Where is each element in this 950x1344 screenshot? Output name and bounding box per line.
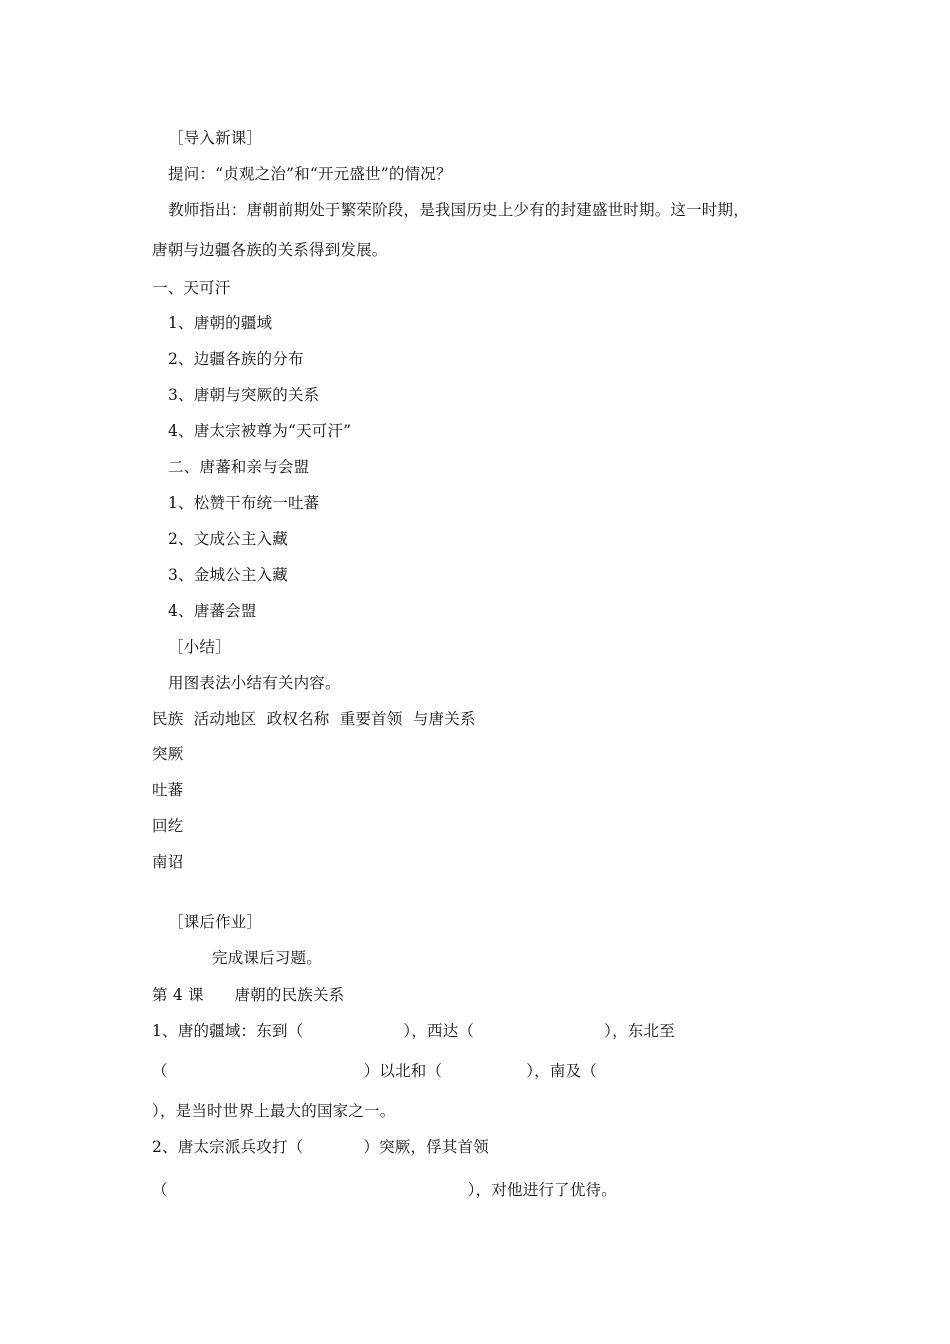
teacher-line-1: 教师指出：唐朝前期处于繁荣阶段，是我国历史上少有的封建盛世时期。这一时期， [168,201,749,219]
section1-item: 2、边疆各族的分布 [168,350,304,368]
q1-text: ），西达（ [403,1022,475,1040]
q2-text: ），对他进行了优待。 [467,1181,617,1199]
section2-item: 3、金城公主入藏 [168,566,288,584]
summary-table-row: 回纥 [152,817,184,835]
summary-table-row: 南诏 [152,853,184,871]
summary-table-row: 吐蕃 [152,781,184,799]
q2-text: 2、唐太宗派兵攻打（ [152,1138,304,1156]
q1-text: ），东北至 [604,1022,675,1040]
question-1-line-1 [152,1021,675,1041]
section2-title: 二、唐蕃和亲与会盟 [168,458,310,476]
exercise-title: 第 4 课 唐朝的民族关系 [152,986,345,1004]
q2-text: ）突厥，俘其首领 [363,1138,489,1156]
summary-table-row: 突厥 [152,745,184,763]
question-1-line-2 [152,1061,597,1081]
section1-item: 4、唐太宗被尊为“天可汗” [168,422,352,440]
section1-item: 1、唐朝的疆域 [168,314,273,332]
section2-item: 2、文成公主入藏 [168,530,288,548]
teacher-line-2: 唐朝与边疆各族的关系得到发展。 [152,241,388,259]
homework-heading: ［课后作业］ [168,913,263,931]
section2-item: 4、唐蕃会盟 [168,602,257,620]
homework-text: 完成课后习题。 [212,949,322,967]
q2-text: （ [152,1181,168,1199]
q1-text: （ [152,1062,168,1080]
summary-heading: ［小结］ [168,638,231,656]
section1-item: 3、唐朝与突厥的关系 [168,386,320,404]
q1-text: ），南及（ [526,1062,597,1080]
section1-title: 一、天可汗 [152,279,231,297]
summary-text: 用图表法小结有关内容。 [168,674,341,692]
intro-question: 提问：“贞观之治”和“开元盛世”的情况？ [168,165,452,183]
q1-text: 1、唐的疆域：东到（ [152,1022,304,1040]
section2-item: 1、松赞干布统一吐蕃 [168,494,320,512]
summary-table-header: 民族 活动地区 政权名称 重要首领 与唐关系 [152,710,476,728]
question-2-line-2 [152,1180,617,1200]
q1-text: ）以北和（ [363,1062,443,1080]
question-1-line-3: ），是当时世界上最大的国家之一。 [152,1102,396,1120]
intro-heading: ［导入新课］ [168,129,263,147]
question-2-line-1 [152,1137,489,1157]
